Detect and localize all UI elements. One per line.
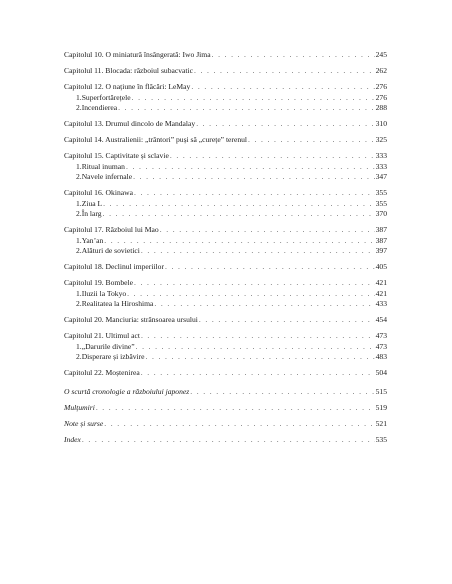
dot-leader bbox=[196, 119, 374, 130]
dot-leader bbox=[136, 342, 375, 353]
dot-leader bbox=[96, 403, 375, 414]
toc-entry-label: Alături de sovietici bbox=[81, 246, 140, 255]
toc-entry-page: 347 bbox=[375, 172, 387, 181]
dot-leader bbox=[141, 331, 375, 342]
toc-entry-label: Incendierea bbox=[81, 103, 118, 112]
toc-entry bbox=[64, 93, 387, 104]
toc-entry-page: 276 bbox=[375, 82, 387, 91]
toc-entry bbox=[64, 119, 387, 130]
toc-entry-label: „Darurile divine” bbox=[81, 341, 135, 351]
toc-entry-page: 535 bbox=[375, 434, 387, 444]
toc-entry-label: Capitolul 21. Ultimul act bbox=[64, 331, 140, 340]
dot-leader bbox=[126, 162, 375, 173]
toc-entry-page: 421 bbox=[375, 278, 387, 287]
dot-leader bbox=[248, 135, 375, 146]
dot-leader bbox=[212, 50, 375, 61]
toc-entry-page: 310 bbox=[375, 119, 387, 128]
dot-leader bbox=[170, 151, 375, 162]
dot-leader bbox=[104, 419, 374, 430]
toc-entry-label: Mulțumiri bbox=[64, 402, 95, 412]
toc-entry-number: 2. bbox=[76, 209, 82, 218]
toc-entry bbox=[64, 331, 387, 342]
toc-entry-page: 370 bbox=[375, 209, 387, 218]
dot-leader bbox=[141, 368, 375, 379]
toc-entry-page: 355 bbox=[375, 188, 387, 197]
toc-entry-label: Capitolul 13. Drumul dincolo de Mandalay bbox=[64, 119, 196, 128]
toc-entry bbox=[64, 278, 387, 289]
toc-entry-label: Ziua L bbox=[81, 198, 103, 208]
toc-entry-page: 355 bbox=[375, 198, 387, 208]
toc-entry-label: Capitolul 16. Okinawa bbox=[64, 188, 133, 197]
toc-entry-number: 1. bbox=[76, 161, 82, 171]
dot-leader bbox=[134, 188, 375, 199]
toc-entry-number: 1. bbox=[76, 235, 82, 245]
dot-leader bbox=[134, 278, 375, 289]
dot-leader bbox=[127, 289, 374, 300]
toc-entry bbox=[64, 135, 387, 146]
toc-entry-number: 2. bbox=[76, 172, 82, 181]
toc-entry-label: Capitolul 10. O miniatură însângerată: Iwo Jima bbox=[64, 50, 211, 59]
toc-entry-label: Capitolul 18. Declinul imperiilor bbox=[64, 262, 164, 271]
toc-entry-label: Capitolul 22. Moștenirea bbox=[64, 368, 140, 377]
toc-entry-label: Realitatea la Hiroshima bbox=[81, 299, 154, 308]
toc-entry bbox=[64, 162, 387, 173]
toc-entry-number: 1. bbox=[76, 341, 82, 351]
toc-entry-page: 473 bbox=[375, 331, 387, 340]
toc-entry bbox=[64, 103, 387, 114]
dot-leader bbox=[160, 225, 375, 236]
toc-entry bbox=[64, 289, 387, 300]
toc-entry bbox=[64, 236, 387, 247]
toc-entry-page: 245 bbox=[375, 50, 387, 59]
dot-leader bbox=[194, 66, 375, 77]
toc-entry-page: 405 bbox=[375, 262, 387, 271]
toc-entry bbox=[64, 435, 387, 446]
toc-entry-label: Capitolul 19. Bombele bbox=[64, 278, 133, 287]
toc-entry-page: 276 bbox=[375, 92, 387, 102]
toc-entry-label: Note și surse bbox=[64, 418, 104, 428]
toc-entry bbox=[64, 172, 387, 183]
toc-entry-page: 433 bbox=[375, 299, 387, 308]
toc-entry bbox=[64, 342, 387, 353]
toc-entry-label: Navele infernale bbox=[81, 172, 133, 181]
toc-entry-label: Capitolul 12. O națiune în flăcări: LeMay bbox=[64, 82, 191, 91]
toc-entry-number: 2. bbox=[76, 246, 82, 255]
toc-entry bbox=[64, 352, 387, 363]
toc-entry bbox=[64, 209, 387, 220]
toc-entry-label: Capitolul 17. Războiul lui Mao bbox=[64, 225, 159, 234]
toc-entry-number: 1. bbox=[76, 198, 82, 208]
toc-entry-label: Capitolul 15. Captivitate și sclavie bbox=[64, 151, 169, 160]
toc-entry-page: 333 bbox=[375, 151, 387, 160]
toc-entry bbox=[64, 403, 387, 414]
toc-entry bbox=[64, 262, 387, 273]
toc-entry-page: 519 bbox=[375, 402, 387, 412]
dot-leader bbox=[103, 199, 374, 210]
toc-entry-number: 2. bbox=[76, 299, 82, 308]
toc-entry-number: 2. bbox=[76, 352, 82, 361]
toc-entry bbox=[64, 387, 387, 398]
toc-entry bbox=[64, 151, 387, 162]
dot-leader bbox=[199, 315, 375, 326]
toc-entry-page: 454 bbox=[375, 315, 387, 324]
toc-entry bbox=[64, 315, 387, 326]
toc-entry bbox=[64, 368, 387, 379]
dot-leader bbox=[132, 93, 375, 104]
dot-leader bbox=[82, 435, 375, 446]
toc-entry-page: 397 bbox=[375, 246, 387, 255]
toc-entry-page: 421 bbox=[375, 288, 387, 298]
toc-entry-label: Capitolul 11. Blocada: războiul subacvatic bbox=[64, 66, 193, 75]
toc-entry-page: 333 bbox=[375, 161, 387, 171]
dot-leader bbox=[141, 246, 375, 257]
toc-entry bbox=[64, 246, 387, 257]
toc-entry-page: 521 bbox=[375, 418, 387, 428]
toc-entry-label: Superfortărețele bbox=[81, 92, 131, 102]
toc-entry-page: 504 bbox=[375, 368, 387, 377]
table-of-contents bbox=[64, 50, 387, 445]
toc-entry-label: Index bbox=[64, 434, 81, 444]
toc-entry bbox=[64, 66, 387, 77]
toc-entry bbox=[64, 299, 387, 310]
dot-leader bbox=[146, 352, 375, 363]
dot-leader bbox=[118, 103, 374, 114]
dot-leader bbox=[133, 172, 375, 183]
toc-entry-label: Capitolul 20. Manciuria: strânsoarea ursului bbox=[64, 315, 198, 324]
toc-entry-page: 387 bbox=[375, 225, 387, 234]
toc-entry-number: 1. bbox=[76, 288, 82, 298]
toc-entry-label: Iluzii la Tokyo bbox=[81, 288, 127, 298]
toc-entry bbox=[64, 199, 387, 210]
toc-entry-page: 262 bbox=[375, 66, 387, 75]
toc-entry-page: 515 bbox=[375, 386, 387, 396]
toc-entry-label: Yan’an bbox=[81, 235, 104, 245]
toc-entry-page: 473 bbox=[375, 341, 387, 351]
dot-leader bbox=[165, 262, 375, 273]
toc-entry-label: În larg bbox=[81, 209, 102, 218]
toc-entry-number: 2. bbox=[76, 103, 82, 112]
toc-entry-page: 483 bbox=[375, 352, 387, 361]
toc-entry-page: 288 bbox=[375, 103, 387, 112]
dot-leader bbox=[154, 299, 374, 310]
toc-entry-number: 1. bbox=[76, 92, 82, 102]
toc-entry bbox=[64, 419, 387, 430]
toc-entry bbox=[64, 188, 387, 199]
toc-entry-label: Capitolul 14. Australienii: „trântori” puși să „curețe” terenul bbox=[64, 135, 248, 144]
toc-entry bbox=[64, 225, 387, 236]
toc-entry-label: Ritual inuman bbox=[81, 161, 125, 171]
toc-entry bbox=[64, 50, 387, 61]
toc-entry-page: 387 bbox=[375, 235, 387, 245]
toc-entry-label: Disperare și izbăvire bbox=[81, 352, 145, 361]
toc-entry bbox=[64, 82, 387, 93]
dot-leader bbox=[104, 236, 374, 247]
dot-leader bbox=[103, 209, 375, 220]
toc-entry-page: 325 bbox=[375, 135, 387, 144]
dot-leader bbox=[190, 387, 374, 398]
toc-entry-label: O scurtă cronologie a războiului japonez bbox=[64, 386, 190, 396]
dot-leader bbox=[191, 82, 374, 93]
